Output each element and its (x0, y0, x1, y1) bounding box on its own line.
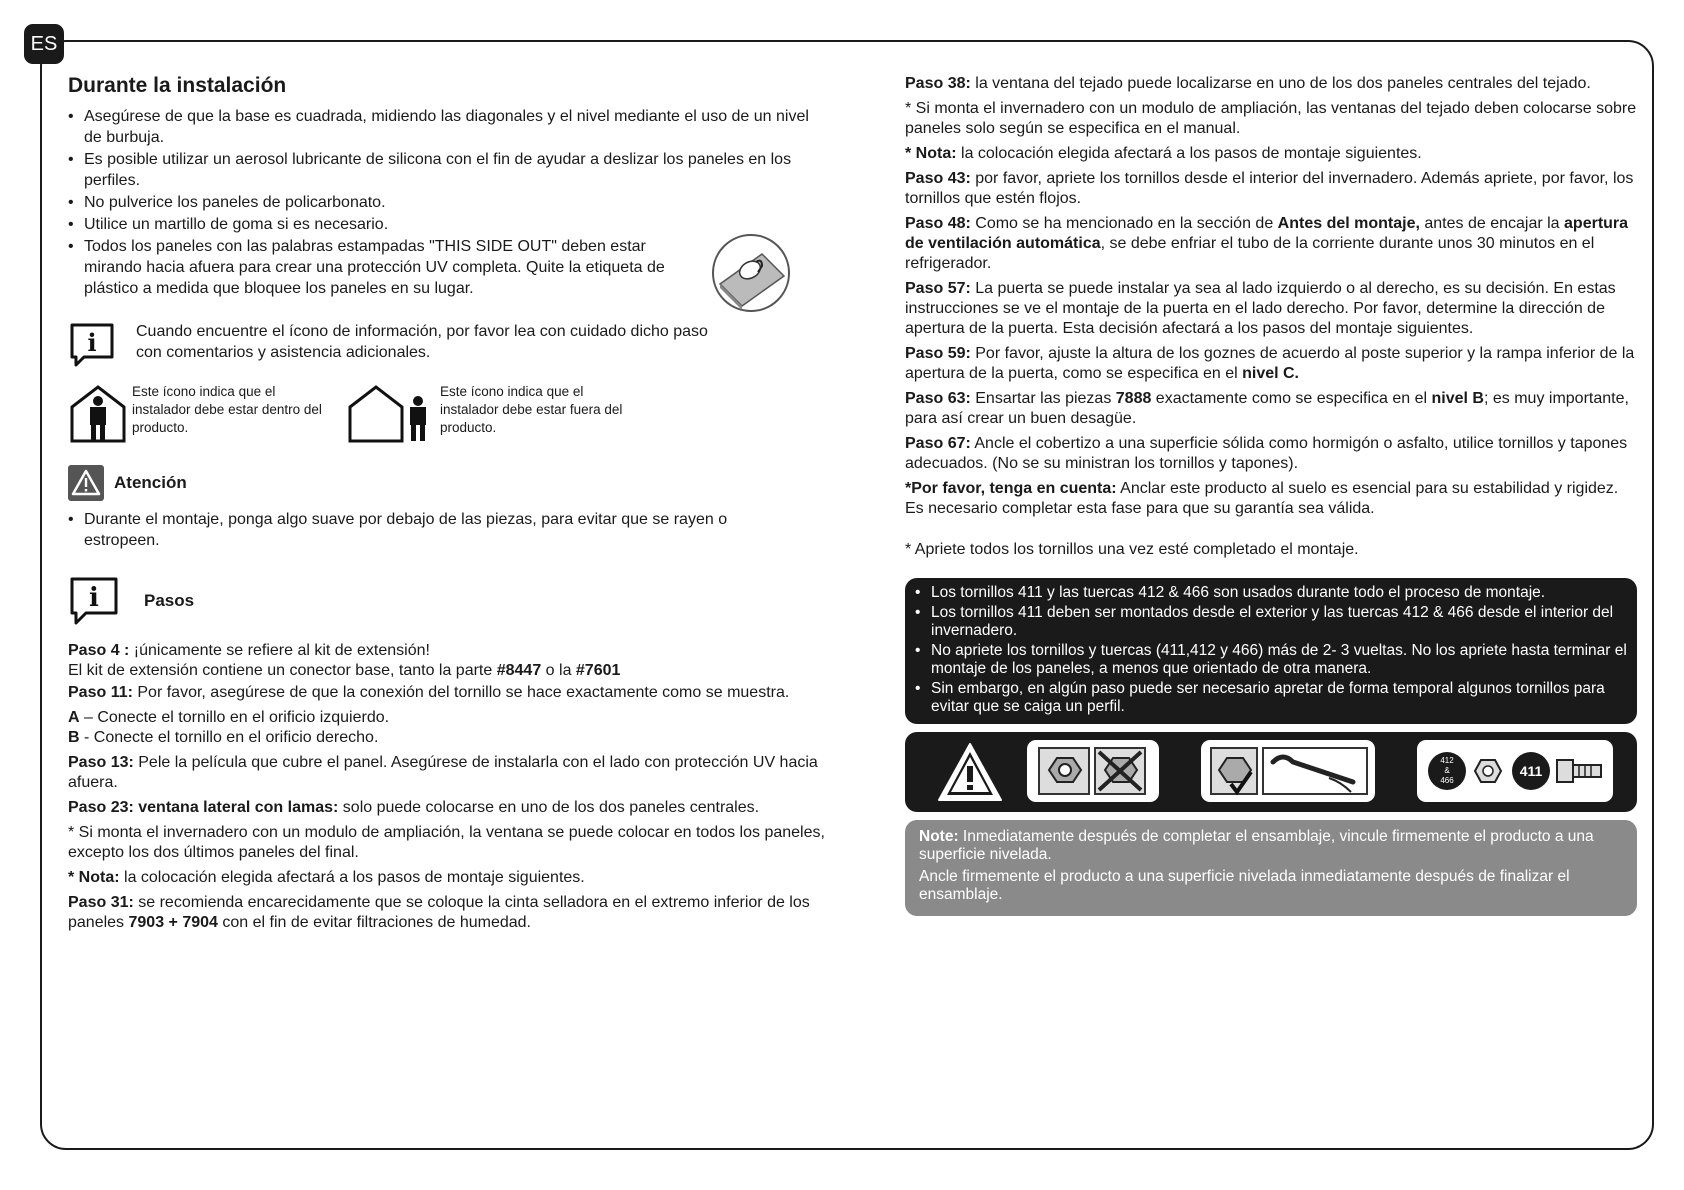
warning-triangle-icon (935, 740, 1005, 804)
step-11-ab: A – Conecte el tornillo en el orificio izquierdo. B - Conecte el tornillo en el orificio derecho. (68, 709, 390, 746)
list-item: • Es posible utilizar un aerosol lubricante de silicona con el fin de ayudar a deslizar los paneles en los perfiles. (68, 149, 828, 191)
left-column (68, 74, 828, 938)
info-icon (68, 575, 120, 627)
outside-legend (346, 383, 630, 443)
svg-text:&: & (1444, 766, 1450, 775)
uv-row (68, 236, 828, 299)
right-column (905, 74, 1637, 916)
outside-text: Este ícono indica que el instalador debe estar fuera del producto. (440, 384, 623, 435)
language-badge: ES (24, 24, 64, 64)
inside-house-icon (68, 383, 128, 443)
svg-text:i: i (89, 583, 99, 613)
attention-header (68, 465, 828, 501)
nota-note: * Nota: la colocación elegida afectará a los pasos de montaje siguientes. (905, 145, 1422, 162)
step-4: Paso 4 : ¡únicamente se refiere al kit de extensión! El kit de extensión contiene un conector base, tanto la parte #8447 o la #7601 (68, 642, 621, 679)
steps-header (68, 575, 828, 627)
step-57: Paso 57: La puerta se puede instalar ya sea al lado izquierdo o al derecho, es su decisión. En estas instrucciones se ve el montaje de la puerta en el lado derecho. Por favor, determine la dirección de apertura de la puerta. Esta decisión afectará a los pasos del montaje siguientes. (905, 280, 1616, 337)
nut-bolt-crossed-icon (1027, 740, 1159, 802)
inside-text: Este ícono indica que el instalador debe estar dentro del producto. (132, 384, 322, 435)
list-item: • Utilice un martillo de goma si es necesario. (68, 214, 828, 235)
svg-text:412: 412 (1440, 756, 1454, 765)
step-13: Paso 13: Pele la película que cubre el panel. Asegúrese de instalarla con el lado con protección UV hacia afuera. (68, 754, 818, 791)
please-note: *Por favor, tenga en cuenta: Anclar este producto al suelo es esencial para su estabilidad y rigidez. Es necesario completar esta fase para que su garantía sea válida. (905, 480, 1619, 517)
section-title: Durante la instalación (68, 74, 287, 97)
panel-label-icon (710, 232, 792, 314)
note-text-2: Ancle firmemente el producto a una superficie nivelada inmediatamente después de finalizar el ensamblaje. (919, 868, 1570, 903)
bolts-info-box (905, 578, 1637, 724)
note-text: Note: Inmediatamente después de completar el ensamblaje, vincule firmemente el producto a una superficie nivelada. (919, 828, 1594, 863)
hardware-icon-strip (905, 732, 1637, 812)
step-63: Paso 63: Ensartar las piezas 7888 exactamente como se especifica en el nivel B; es muy importante, para así crear un buen desagüe. (905, 390, 1629, 427)
list-item: • No pulverice los paneles de policarbonato. (68, 192, 828, 213)
step-67: Paso 67: Ancle el cobertizo a una superficie sólida como hormigón o asfalto, utilice tornillos y tapones adecuados. (No se su ministran los tornillos y tapones). (905, 435, 1628, 472)
nut-bolt-parts-icon (1417, 740, 1613, 802)
attention-label: Atención (114, 473, 187, 492)
inside-legend (68, 383, 322, 443)
install-bullets (68, 106, 828, 235)
warning-icon (68, 465, 104, 501)
step-48: Paso 48: Como se ha mencionado en la sección de Antes del montaje, antes de encajar la apertura de ventilación automática, se debe enfriar el tubo de la corriente durante unos 30 minutos en el refrigerador. (905, 215, 1629, 272)
list-item: • Los tornillos 411 y las tuercas 412 & 466 son usados durante todo el proceso de montaje. (915, 584, 1627, 602)
list-item: • Todos los paneles con las palabras estampadas "THIS SIDE OUT" deben estar mirando hacia afuera para crear una protección UV completa. Quite la etiqueta de plástico a medida que bloquee los paneles en su lugar. (68, 236, 693, 299)
step-23: Paso 23: ventana lateral con lamas: solo puede colocarse en uno de los dos paneles centrales. (68, 799, 760, 816)
list-item: • Sin embargo, en algún paso puede ser necesario apretar de forma temporal algunos tornillos para evitar que se caiga un perfil. (915, 680, 1627, 716)
outside-house-icon (346, 383, 436, 443)
info-icon (68, 321, 116, 369)
attention-bullets (68, 509, 748, 551)
step-31: Paso 31: se recomienda encarecidamente que se coloque la cinta selladora en el extremo inferior de los paneles 7903 + 7904 con el fin de evitar filtraciones de humedad. (68, 894, 810, 931)
tighten-note: * Apriete todos los tornillos una vez esté completado el montaje. (905, 541, 1359, 558)
anchor-note-box (905, 820, 1637, 916)
list-item: • No apriete los tornillos y tuercas (411,412 y 466) más de 2- 3 vueltas. No los apriete hasta terminar el montaje de los paneles, a menos que orientado de otra manera. (915, 642, 1627, 678)
step-11: Paso 11: Por favor, asegúrese de que la conexión del tornillo se hace exactamente como se muestra. (68, 684, 790, 701)
info-text: Cuando encuentre el ícono de información, por favor lea con cuidado dicho paso con comentarios y asistencia adicionales. (136, 323, 708, 361)
step-38-note: * Si monta el invernadero con un modulo de ampliación, las ventanas del tejado deben colocarse sobre paneles solo según se especifica en el manual. (905, 100, 1637, 137)
info-block (68, 321, 828, 369)
step-59: Paso 59: Por favor, ajuste la altura de los goznes de acuerdo al poste superior y la rampa inferior de la apertura de la puerta, como se especifica en el nivel C. (905, 345, 1635, 382)
wrench-icon (1201, 740, 1375, 802)
step-43: Paso 43: por favor, apriete los tornillos desde el interior del invernadero. Además apriete, por favor, los tornillos que estén flojos. (905, 170, 1634, 207)
parts-card (1417, 740, 1613, 802)
inside-outside-row (68, 383, 828, 443)
svg-text:411: 411 (1519, 763, 1543, 779)
wrench-card (1201, 740, 1375, 802)
nota-note: * Nota: la colocación elegida afectará a los pasos de montaje siguientes. (68, 869, 585, 886)
list-item: • Asegúrese de que la base es cuadrada, midiendo las diagonales y el nivel mediante el uso de un nivel de burbuja. (68, 106, 828, 148)
no-overtighten-card (1027, 740, 1159, 802)
list-item: • Durante el montaje, ponga algo suave por debajo de las piezas, para evitar que se rayen o estropeen. (68, 509, 748, 551)
list-item: • Los tornillos 411 deben ser montados desde el exterior y las tuercas 412 & 466 desde el interior del invernadero. (915, 604, 1627, 640)
svg-text:i: i (87, 328, 97, 357)
step-23-note: * Si monta el invernadero con un modulo de ampliación, la ventana se puede colocar en todos los paneles, excepto los dos últimos paneles del final. (68, 824, 825, 861)
step-38: Paso 38: la ventana del tejado puede localizarse en uno de los dos paneles centrales del tejado. (905, 75, 1591, 92)
svg-text:466: 466 (1440, 776, 1454, 785)
steps-label: Pasos (144, 591, 195, 610)
